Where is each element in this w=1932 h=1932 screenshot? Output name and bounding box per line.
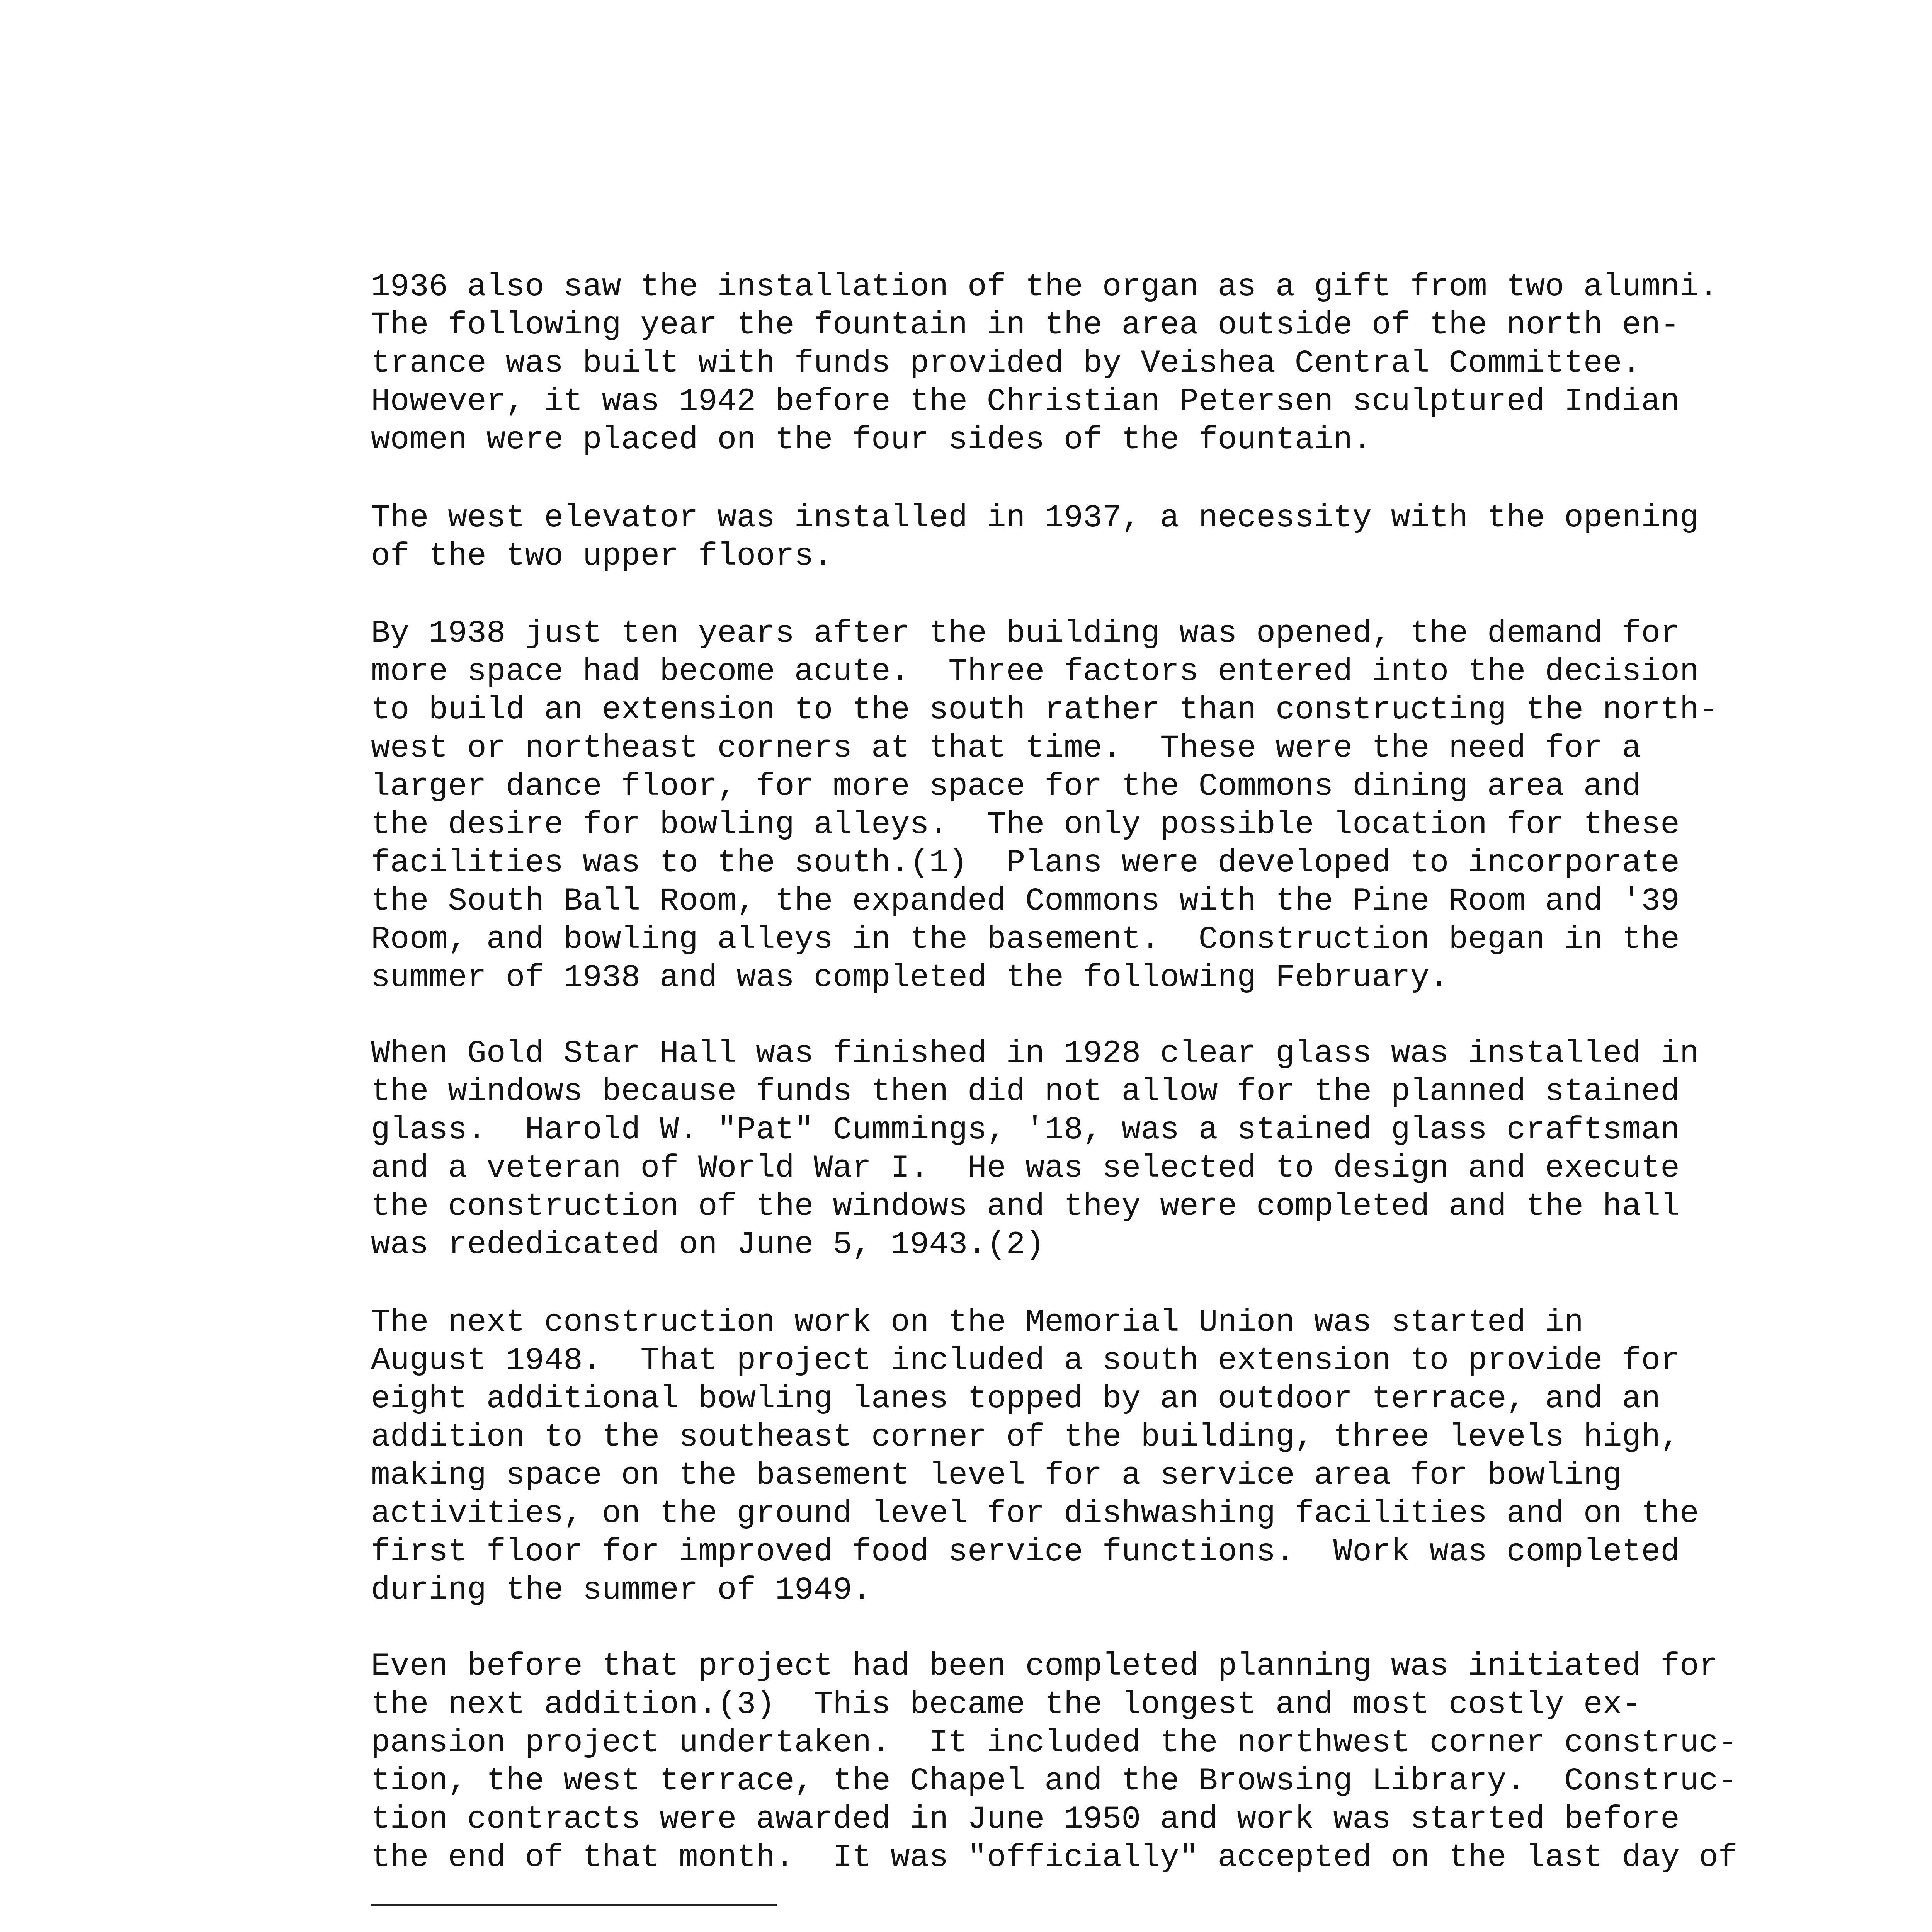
text-line: making space on the basement level for a service area for bowling: [371, 1457, 1622, 1493]
text-line: eight additional bowling lanes topped by an outdoor terrace, and an: [371, 1381, 1661, 1417]
text-line: The next construction work on the Memorial Union was started in: [371, 1304, 1583, 1340]
text-line: August 1948. That project included a south extension to provide for: [371, 1342, 1680, 1379]
text-line: women were placed on the four sides of the fountain.: [371, 422, 1372, 458]
paragraph-gold-star-hall: [371, 1034, 1723, 1264]
text-line: By 1938 just ten years after the building was opened, the demand for: [371, 615, 1680, 651]
paragraph-northwest-addition: [371, 1647, 1738, 1877]
text-line: to build an extension to the south rather than constructing the north-: [371, 692, 1718, 728]
text-line: more space had become acute. Three factors entered into the decision: [371, 653, 1699, 690]
text-line: trance was built with funds provided by Veishea Central Committee.: [371, 345, 1641, 381]
text-line: the desire for bowling alleys. The only possible location for these: [371, 806, 1680, 843]
text-line: first floor for improved food service functions. Work was completed: [371, 1534, 1680, 1570]
text-line: was rededicated on June 5, 1943.(2): [371, 1226, 1045, 1263]
text-line: the construction of the windows and they were completed and the hall: [371, 1188, 1680, 1225]
text-line: When Gold Star Hall was finished in 1928 clear glass was installed in: [371, 1035, 1699, 1071]
text-line: pansion project undertaken. It included the northwest corner construc-: [371, 1725, 1738, 1761]
text-line: 1936 also saw the installation of the organ as a gift from two alumni.: [371, 269, 1718, 305]
paragraph-organ-fountain: [371, 268, 1723, 459]
text-line: the South Ball Room, the expanded Commons with the Pine Room and '39: [371, 883, 1680, 919]
text-line: The west elevator was installed in 1937, a necessity with the opening: [371, 500, 1699, 536]
text-line: addition to the southeast corner of the building, three levels high,: [371, 1419, 1680, 1455]
text-line: and a veteran of World War I. He was selected to design and execute: [371, 1150, 1680, 1186]
text-line: larger dance floor, for more space for the Commons dining area and: [371, 768, 1641, 804]
text-line: Even before that project had been completed planning was initiated for: [371, 1648, 1718, 1684]
paragraph-1948-construction: [371, 1303, 1723, 1609]
text-line: the windows because funds then did not allow for the planned stained: [371, 1073, 1680, 1110]
text-line: tion, the west terrace, the Chapel and the Browsing Library. Construc-: [371, 1763, 1738, 1799]
text-line: glass. Harold W. "Pat" Cummings, '18, was a stained glass craftsman: [371, 1112, 1680, 1148]
text-line: facilities was to the south.(1) Plans were developed to incorporate: [371, 845, 1680, 881]
text-line: during the summer of 1949.: [371, 1572, 872, 1608]
paragraph-west-elevator: [371, 499, 1723, 575]
text-line: the end of that month. It was "officially" accepted on the last day of: [371, 1839, 1738, 1876]
text-line: of the two upper floors.: [371, 538, 833, 574]
text-line: However, it was 1942 before the Christian Petersen sculptured Indian: [371, 383, 1680, 420]
text-line: The following year the fountain in the area outside of the north en-: [371, 307, 1680, 343]
text-line: Room, and bowling alleys in the basement. Construction began in the: [371, 921, 1680, 957]
text-line: activities, on the ground level for dishwashing facilities and on the: [371, 1495, 1699, 1532]
text-line: west or northeast corners at that time. These were the need for a: [371, 730, 1641, 766]
paragraph-1938-extension: [371, 614, 1723, 997]
text-line: tion contracts were awarded in June 1950 and work was started before: [371, 1801, 1680, 1837]
text-line: summer of 1938 and was completed the following February.: [371, 959, 1449, 996]
text-line: the next addition.(3) This became the longest and most costly ex-: [371, 1686, 1641, 1723]
footnote-separator: [371, 1904, 777, 1906]
